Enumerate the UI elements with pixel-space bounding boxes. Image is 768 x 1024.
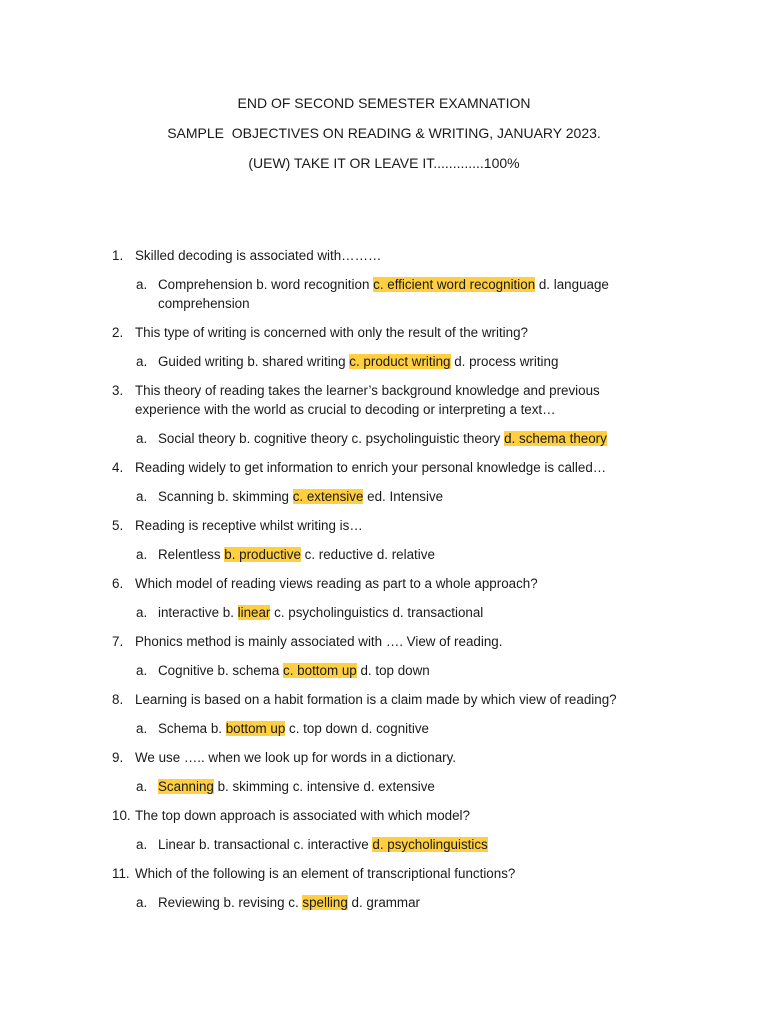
option-text: d. process writing [450,354,559,369]
option-text: Reviewing b. revising c. [158,895,303,910]
option-text: c. psycholinguistics d. transactional [270,605,484,620]
option-text: b. skimming c. intensive d. extensive [213,779,435,794]
answer-options [112,777,652,796]
document-header [0,92,768,182]
question-text: Reading is receptive whilst writing is… [135,518,363,533]
answer-options [112,719,652,738]
option-text: Comprehension b. word recognition [158,277,374,292]
question-item [112,632,652,651]
answer-options [112,603,652,622]
question-number: 10. [112,808,131,823]
question-number: 1. [112,248,124,263]
option-text: d. grammar [347,895,420,910]
answer-options [112,893,652,912]
answer-options [112,545,652,564]
question-item [112,748,652,767]
question-text: Skilled decoding is associated with……… [135,248,382,263]
highlighted-answer: c. efficient word recognition [373,277,536,292]
question-text: This type of writing is concerned with only the result of the writing? [135,325,528,340]
option-letter: a. [136,489,148,504]
question-item [112,458,652,477]
question-list [112,246,652,922]
highlighted-answer: bottom up [225,721,286,736]
answer-options [112,352,652,371]
question-item [112,323,652,342]
question-item [112,806,652,825]
option-letter: a. [136,605,148,620]
question-number: 11. [112,866,130,881]
question-number: 4. [112,460,124,475]
question-item [112,864,652,883]
question-text: This theory of reading takes the learner’s background knowledge and previous experience with the world as crucial to decoding or interpreting a text… [135,383,600,417]
highlighted-answer: c. bottom up [283,663,357,678]
option-letter: a. [136,277,148,292]
highlighted-answer: b. productive [224,547,301,562]
question-text: The top down approach is associated with which model? [135,808,470,823]
option-letter: a. [136,663,148,678]
option-text: Guided writing b. shared writing [158,354,350,369]
question-text: Which of the following is an element of transcriptional functions? [135,866,516,881]
option-letter: a. [136,837,148,852]
question-text: Phonics method is mainly associated with …. View of reading. [135,634,503,649]
highlighted-answer: d. psycholinguistics [372,837,488,852]
answer-options [112,661,652,680]
option-text: Linear b. transactional c. interactive [158,837,373,852]
option-letter: a. [136,779,148,794]
option-text: Scanning b. skimming [158,489,293,504]
question-number: 7. [112,634,124,649]
question-text: We use ….. when we look up for words in a dictionary. [135,750,457,765]
option-text: d. top down [356,663,430,678]
option-text: Social theory b. cognitive theory c. psycholinguistic theory [158,431,505,446]
question-number: 9. [112,750,124,765]
option-letter: a. [136,721,148,736]
question-text: Which model of reading views reading as part to a whole approach? [135,576,538,591]
exam-tagline: (UEW) TAKE IT OR LEAVE IT.............100% [248,155,520,171]
option-text: Schema b. [158,721,226,736]
option-text: interactive b. [158,605,238,620]
option-text: ed. Intensive [363,489,444,504]
exam-title: END OF SECOND SEMESTER EXAMNATION [237,95,531,111]
question-text: Learning is based on a habit formation is a claim made by which view of reading? [135,692,617,707]
question-number: 6. [112,576,124,591]
question-item [112,516,652,535]
highlighted-answer: d. schema theory [504,431,607,446]
highlighted-answer: spelling [302,895,348,910]
question-text: Reading widely to get information to enrich your personal knowledge is called… [135,460,607,475]
question-number: 2. [112,325,124,340]
question-number: 3. [112,383,124,398]
option-letter: a. [136,354,148,369]
option-letter: a. [136,547,148,562]
answer-options [112,429,652,448]
question-item [112,381,652,419]
exam-subtitle: SAMPLE OBJECTIVES ON READING & WRITING, JANUARY 2023. [167,125,601,141]
answer-options [112,835,652,854]
highlighted-answer: linear [237,605,271,620]
highlighted-answer: c. product writing [349,354,451,369]
option-text: d. language comprehension [158,277,609,311]
highlighted-answer: Scanning [158,779,214,794]
highlighted-answer: c. extensive [292,489,364,504]
option-letter: a. [136,895,148,910]
option-text: c. reductive d. relative [300,547,435,562]
option-text: c. top down d. cognitive [285,721,429,736]
question-number: 8. [112,692,124,707]
option-text: Cognitive b. schema [158,663,284,678]
question-number: 5. [112,518,124,533]
option-letter: a. [136,431,148,446]
question-item [112,574,652,593]
question-item [112,690,652,709]
option-text: Relentless [158,547,225,562]
answer-options [112,487,652,506]
question-item [112,246,652,265]
answer-options [112,275,652,313]
